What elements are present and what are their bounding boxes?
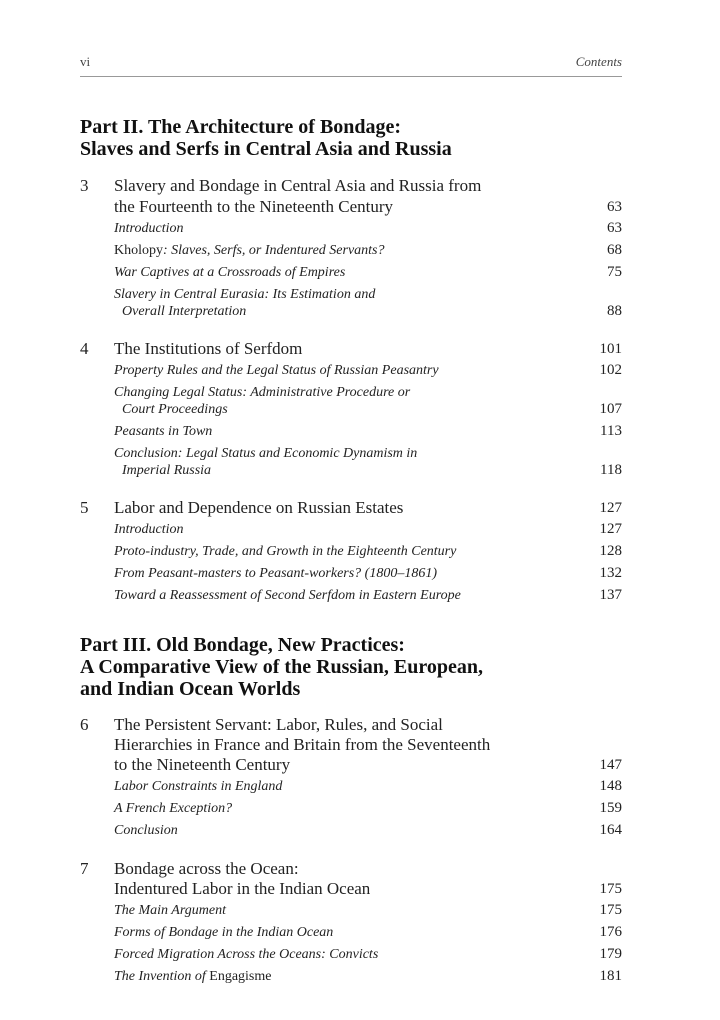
section-title: Forced Migration Across the Oceans: Convicts (114, 947, 379, 962)
section-title: Court Proceedings (122, 402, 228, 417)
section-page: 181 (599, 968, 622, 984)
chapter-number: 6 (80, 715, 89, 734)
part-heading-line: and Indian Ocean Worlds (80, 678, 301, 700)
section-title: Overall Interpretation (122, 304, 247, 319)
section-title: Proto-industry, Trade, and Growth in the Eighteenth Century (114, 544, 457, 559)
chapter-page: 147 (599, 757, 622, 773)
chapter-number: 3 (80, 176, 89, 195)
chapter-title: Labor and Dependence on Russian Estates (114, 498, 404, 517)
section-page: 132 (599, 565, 622, 581)
section-title: Conclusion (114, 823, 178, 838)
section-page: 75 (607, 264, 622, 280)
part-heading (80, 634, 620, 700)
section-title: Changing Legal Status: Administrative Procedure or (114, 385, 411, 400)
running-title: Contents (575, 54, 622, 69)
section-page: 128 (599, 543, 622, 559)
chapter-page: 101 (599, 341, 622, 357)
chapter-title: the Fourteenth to the Nineteenth Century (114, 197, 394, 216)
section-term: Kholopy (114, 243, 163, 258)
chapter-number: 4 (80, 339, 89, 358)
section-page: 137 (599, 587, 622, 603)
chapter-title: to the Nineteenth Century (114, 755, 291, 774)
section-title: A French Exception? (114, 801, 233, 816)
section-title: Labor Constraints in England (114, 779, 283, 794)
section-title-pre: The Invention of (114, 969, 210, 984)
chapter-page: 175 (599, 881, 622, 897)
section-title: Forms of Bondage in the Indian Ocean (114, 925, 334, 940)
chapter-entry (80, 715, 622, 845)
chapter-title: The Persistent Servant: Labor, Rules, and Social (114, 715, 443, 734)
chapter-entry (80, 498, 622, 608)
chapter-title: Slavery and Bondage in Central Asia and Russia from (114, 176, 482, 195)
chapter-title: Bondage across the Ocean: (114, 859, 299, 878)
running-header (80, 54, 622, 77)
section-title: Introduction (114, 522, 184, 537)
section-title-rest: : Slaves, Serfs, or Indentured Servants? (163, 243, 385, 258)
section-title: Imperial Russia (122, 463, 212, 478)
part-heading-line: A Comparative View of the Russian, European, (80, 656, 483, 678)
chapter-title: Hierarchies in France and Britain from the Seventeenth (114, 735, 491, 754)
section-title (114, 243, 385, 259)
chapter-entry (80, 339, 622, 484)
section-title: Toward a Reassessment of Second Serfdom in Eastern Europe (114, 588, 461, 603)
part-heading (80, 116, 620, 160)
chapter-title: Indentured Labor in the Indian Ocean (114, 879, 371, 898)
section-title: War Captives at a Crossroads of Empires (114, 265, 346, 280)
section-term: Engagisme (209, 969, 272, 984)
section-page: 118 (600, 462, 622, 478)
part-heading-line: Part III. Old Bondage, New Practices: (80, 634, 405, 656)
section-page: 159 (599, 800, 622, 816)
section-page: 68 (607, 242, 622, 258)
section-page: 148 (599, 778, 622, 794)
section-page: 164 (599, 822, 622, 838)
section-page: 107 (599, 401, 622, 417)
chapter-number: 7 (80, 859, 89, 878)
chapter-entry (80, 859, 622, 994)
chapter-title: The Institutions of Serfdom (114, 339, 303, 358)
part-heading-line: Slaves and Serfs in Central Asia and Russia (80, 138, 452, 160)
section-title: Slavery in Central Eurasia: Its Estimation and (114, 287, 376, 302)
section-title: Peasants in Town (114, 424, 213, 439)
chapter-page: 127 (599, 500, 622, 516)
section-title: The Main Argument (114, 903, 226, 918)
section-page: 175 (599, 902, 622, 918)
part-heading-line: Part II. The Architecture of Bondage: (80, 116, 402, 138)
chapter-page: 63 (607, 199, 622, 215)
page-number: vi (80, 54, 91, 69)
section-title: From Peasant-masters to Peasant-workers? (1800–1861) (114, 566, 438, 581)
chapter-entry (80, 176, 622, 326)
section-title: Property Rules and the Legal Status of Russian Peasantry (114, 363, 439, 378)
section-page: 113 (600, 423, 622, 439)
section-title (114, 969, 271, 985)
section-title: Conclusion: Legal Status and Economic Dynamism in (114, 446, 418, 461)
section-page: 179 (599, 946, 622, 962)
chapter-number: 5 (80, 498, 89, 517)
section-page: 102 (599, 362, 622, 378)
section-page: 176 (599, 924, 622, 940)
section-page: 63 (607, 220, 622, 236)
section-page: 127 (599, 521, 622, 537)
section-page: 88 (607, 303, 622, 319)
section-title: Introduction (114, 221, 184, 236)
